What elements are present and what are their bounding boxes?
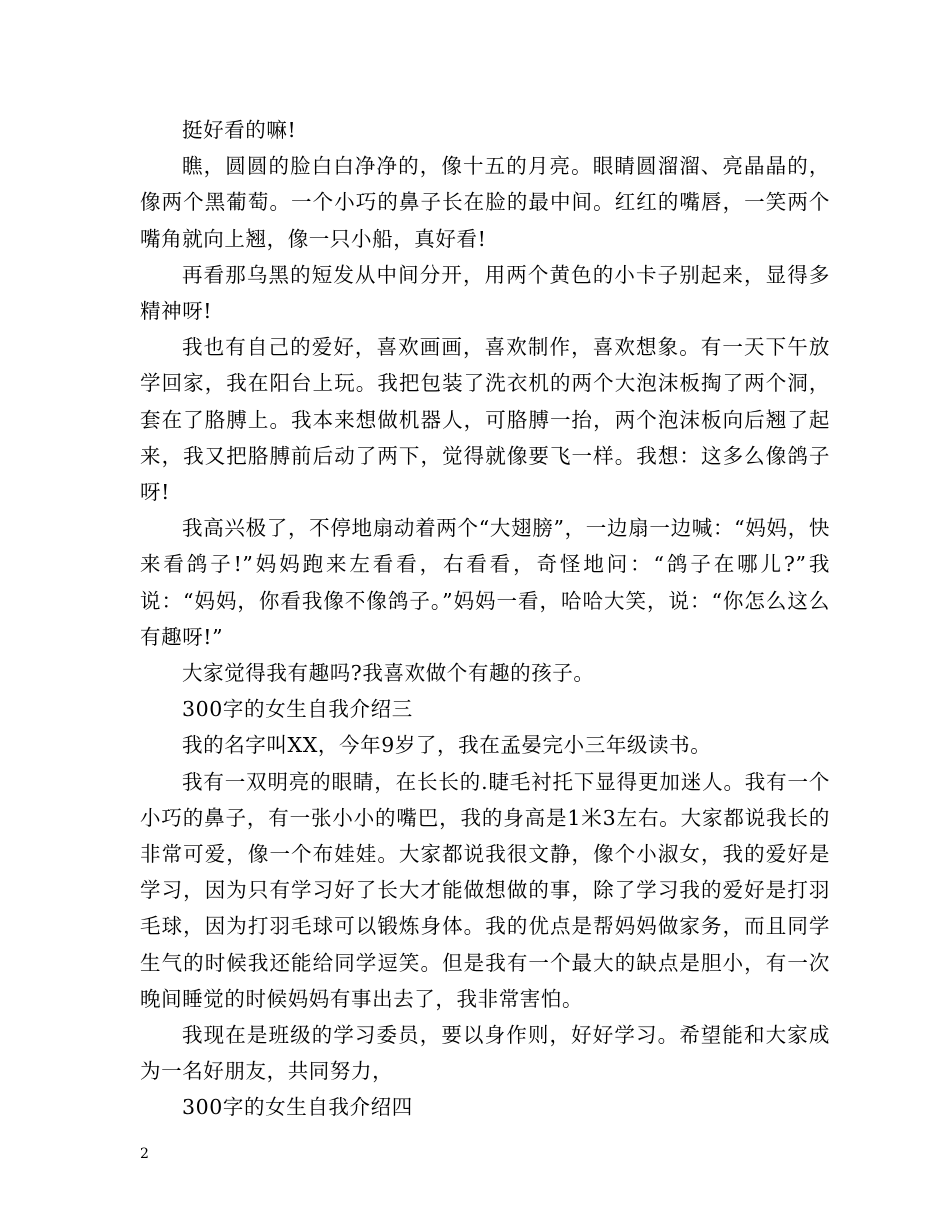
paragraph: 瞧，圆圆的脸白白净净的，像十五的月亮。眼睛圆溜溜、亮晶晶的，像两个黑葡萄。一个小巧的鼻子长在脸的最中间。红红的嘴唇，一笑两个嘴角就向上翘，像一只小船，真好看!	[140, 154, 830, 251]
page-number: 2	[140, 1146, 149, 1162]
paragraph: 我的名字叫XX，今年9岁了，我在孟晏完小三年级读书。	[182, 733, 712, 758]
section-heading: 300字的女生自我介绍四	[182, 1095, 413, 1120]
paragraph: 我也有自己的爱好，喜欢画画，喜欢制作，喜欢想象。有一天下午放学回家，我在阳台上玩。我把包装了洗衣机的两个大泡沫板掏了两个洞，套在了胳膊上。我本来想做机器人，可胳膊一抬，两个泡沫板向后翘了起来，我又把胳膊前后动了两下，觉得就像要飞一样。我想：这多么像鸽子呀!	[140, 335, 830, 505]
document-body	[140, 112, 830, 1126]
paragraph: 挺好看的嘛!	[182, 118, 297, 142]
paragraph: 我现在是班级的学习委员，要以身作则，好好学习。希望能和大家成为一名好朋友，共同努力，	[140, 1023, 830, 1084]
paragraph: 我高兴极了，不停地扇动着两个“大翅膀”，一边扇一边喊：“妈妈，快来看鸽子!”妈妈跑来左看看，右看看，奇怪地问：“鸽子在哪儿?”我说：“妈妈，你看我像不像鸽子。”妈妈一看，哈哈大笑，说：“你怎么这么有趣呀!”	[140, 516, 830, 649]
paragraph: 大家觉得我有趣吗?我喜欢做个有趣的孩子。	[182, 661, 595, 686]
section-heading: 300字的女生自我介绍三	[182, 697, 413, 722]
paragraph: 我有一双明亮的眼睛，在长长的.睫毛衬托下显得更加迷人。我有一个小巧的鼻子，有一张小小的嘴巴，我的身高是1米3左右。大家都说我长的非常可爱，像一个布娃娃。大家都说我很文静，像个小淑女，我的爱好是学习，因为只有学习好了长大才能做想做的事，除了学习我的爱好是打羽毛球，因为打羽毛球可以锻炼身体。我的优点是帮妈妈做家务，而且同学生气的时候我还能给同学逗笑。但是我有一个最大的缺点是胆小，有一次晚间睡觉的时候妈妈有事出去了，我非常害怕。	[140, 769, 830, 1011]
paragraph: 再看那乌黑的短发从中间分开，用两个黄色的小卡子别起来，显得多精神呀!	[140, 262, 830, 324]
